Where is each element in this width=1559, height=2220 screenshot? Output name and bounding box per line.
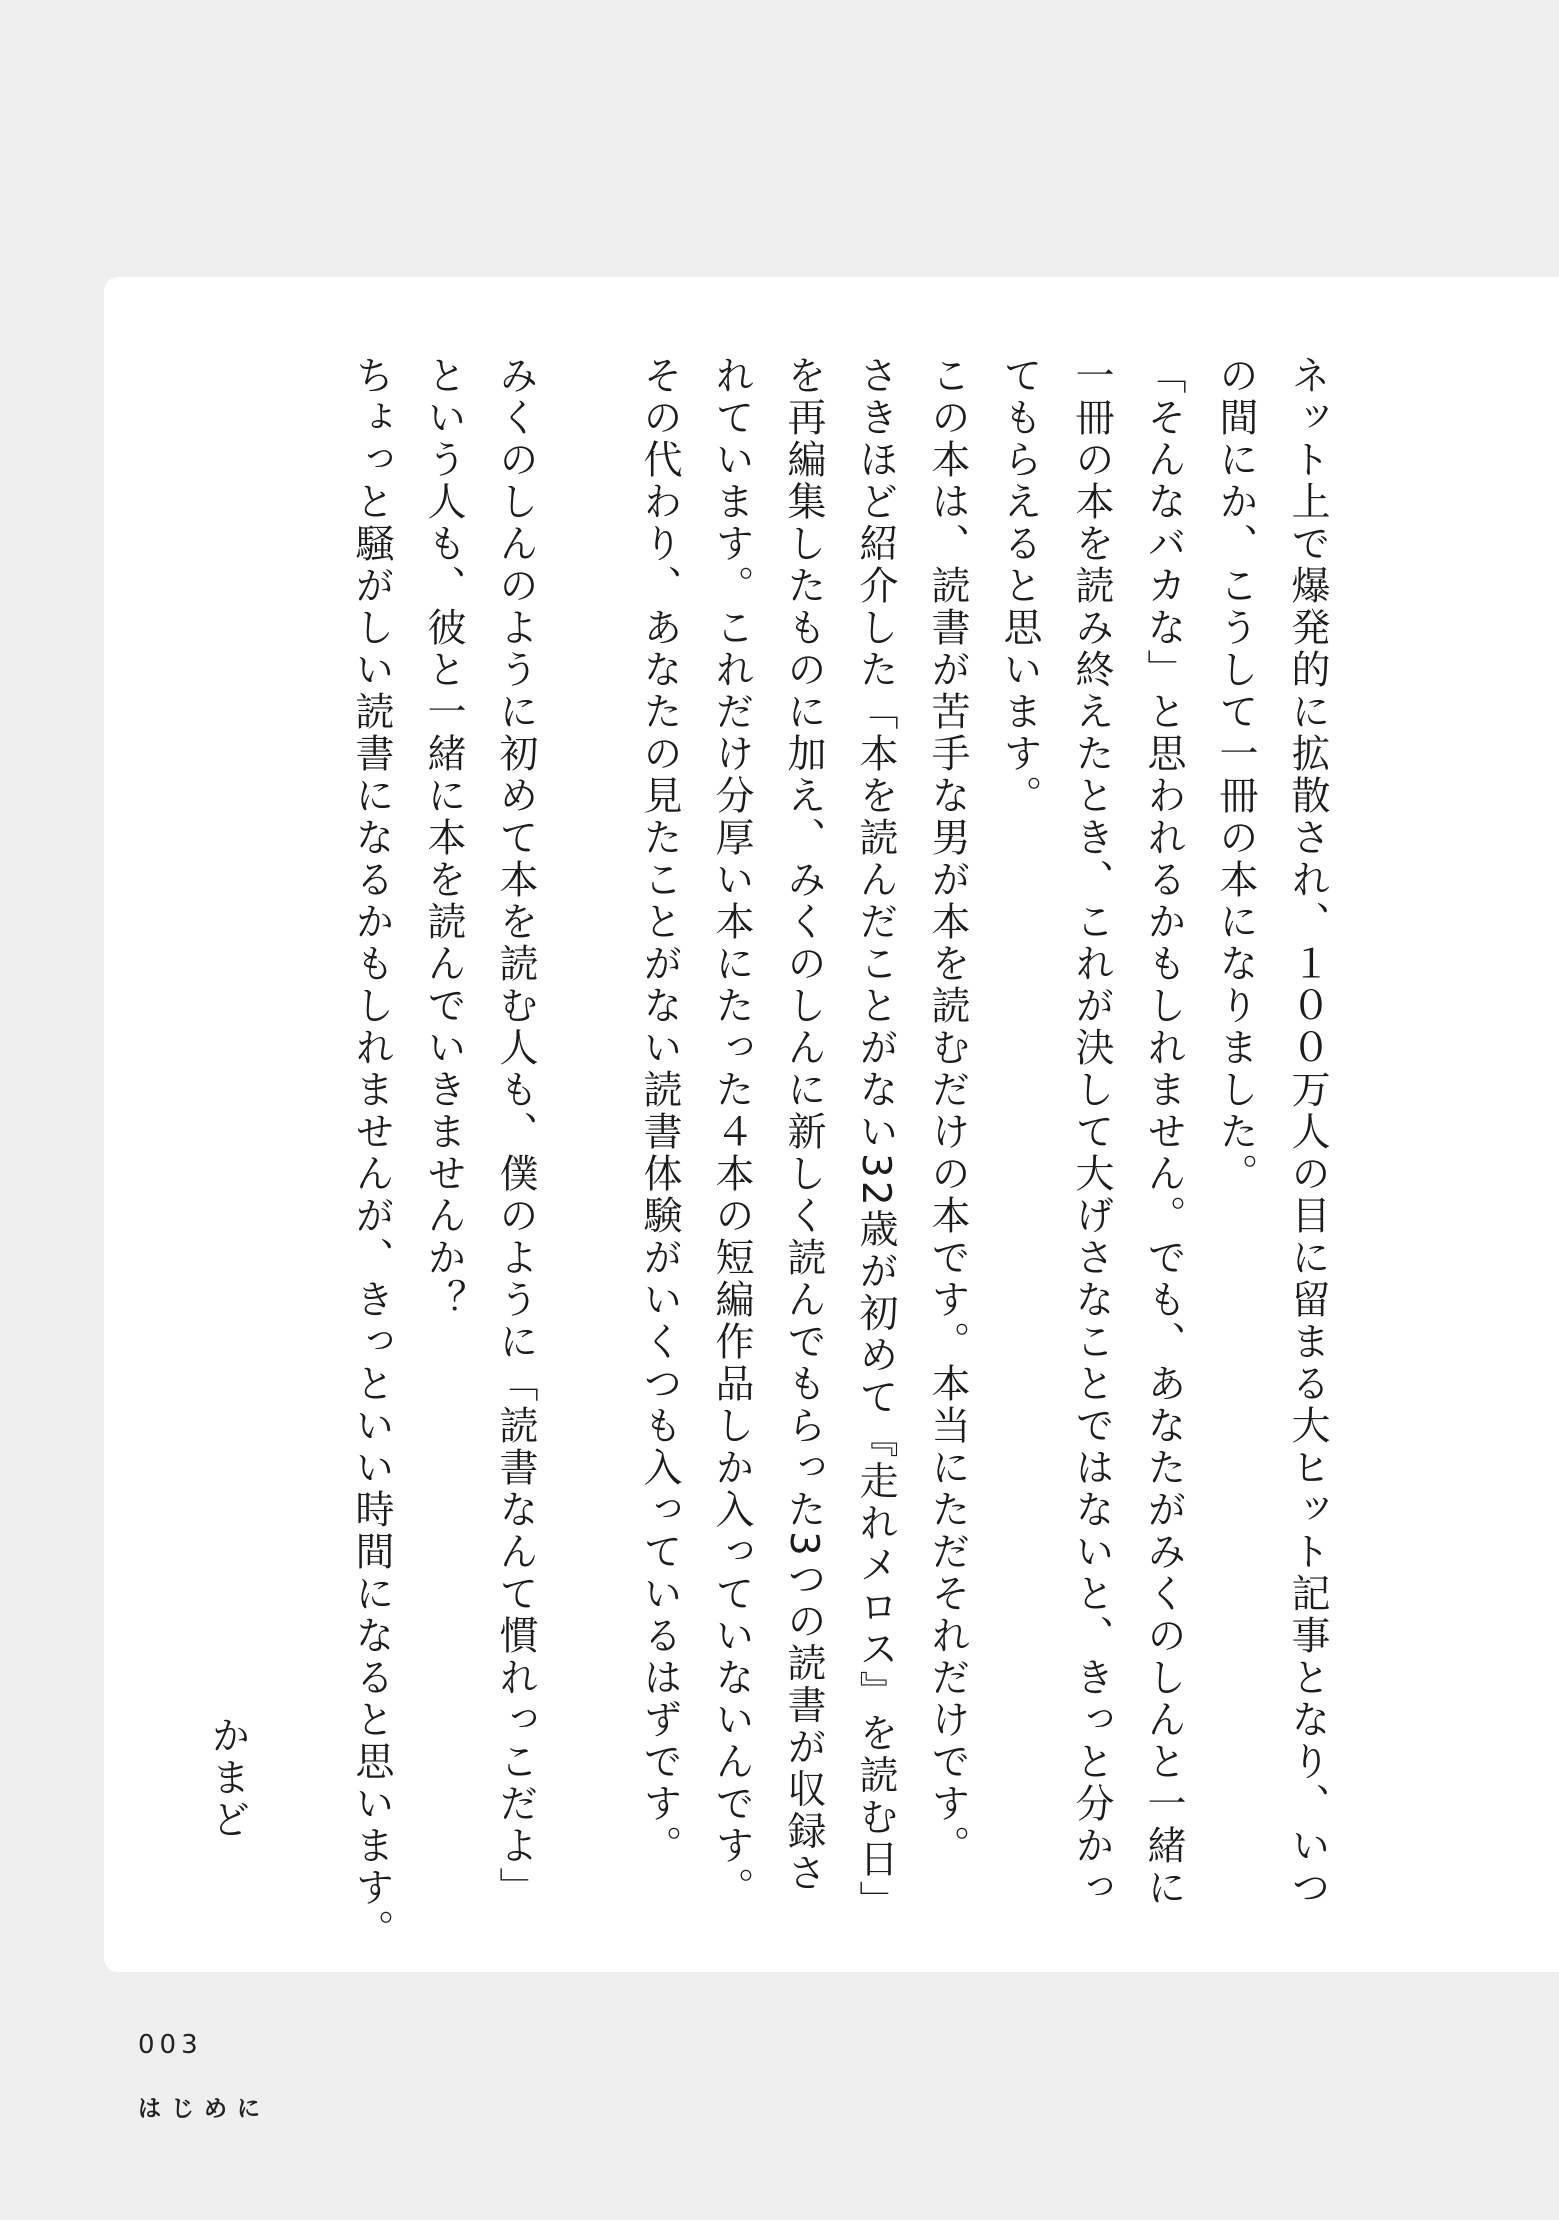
text-line: ネット上で爆発的に拡散され、１００万人の目に留まる大ヒット記事となり、いつ [1285,355,1330,1909]
paragraph-1 [983,355,1343,1955]
text-line: ちょっと騒がしい読書になるかもしれませんが、きっといい時間になると思います。 [349,355,394,1951]
text-line: てもらえると思います。 [997,355,1042,817]
text-line: この本は、読書が苦手な男が本を読むだけの本です。本当にただそれだけです。 [925,355,970,1867]
page-footer [138,2030,270,2123]
paragraph-3 [335,355,551,1955]
text-line: さきほど紹介した「本を読んだことがない32歳が初めて『走れメロス』を読む日」 [853,355,898,1923]
page-number: 003 [138,2030,203,2060]
text-line: を再編集したものに加え、みくのしんに新しく読んでもらった3つの読書が収録さ [781,355,826,1895]
text-line: という人も、彼と一緒に本を読んでいきませんか？ [421,355,466,1321]
text-line: 一冊の本を読み終えたとき、これが決して大げさなことではないと、きっと分かっ [1069,355,1114,1909]
text-line: の間にか、こうして一冊の本になりました。 [1213,355,1258,1195]
author-signature: かまど [205,1715,250,1841]
text-line: れています。これだけ分厚い本にたった４本の短編作品しか入っていないんです。 [709,355,754,1909]
text-line: みくのしんのように初めて本を読む人も、僕のように「読書なんて慣れっこだよ」 [493,355,538,1909]
text-line: その代わり、あなたの見たことがない読書体験がいくつも入っているはずです。 [637,355,682,1867]
paragraph-2 [623,355,983,1955]
section-title: はじめに [138,2096,270,2122]
vertical-body-text [119,355,1343,1955]
text-line: 「そんなバカな」と思われるかもしれません。でも、あなたがみくのしんと一緒に [1141,355,1186,1909]
